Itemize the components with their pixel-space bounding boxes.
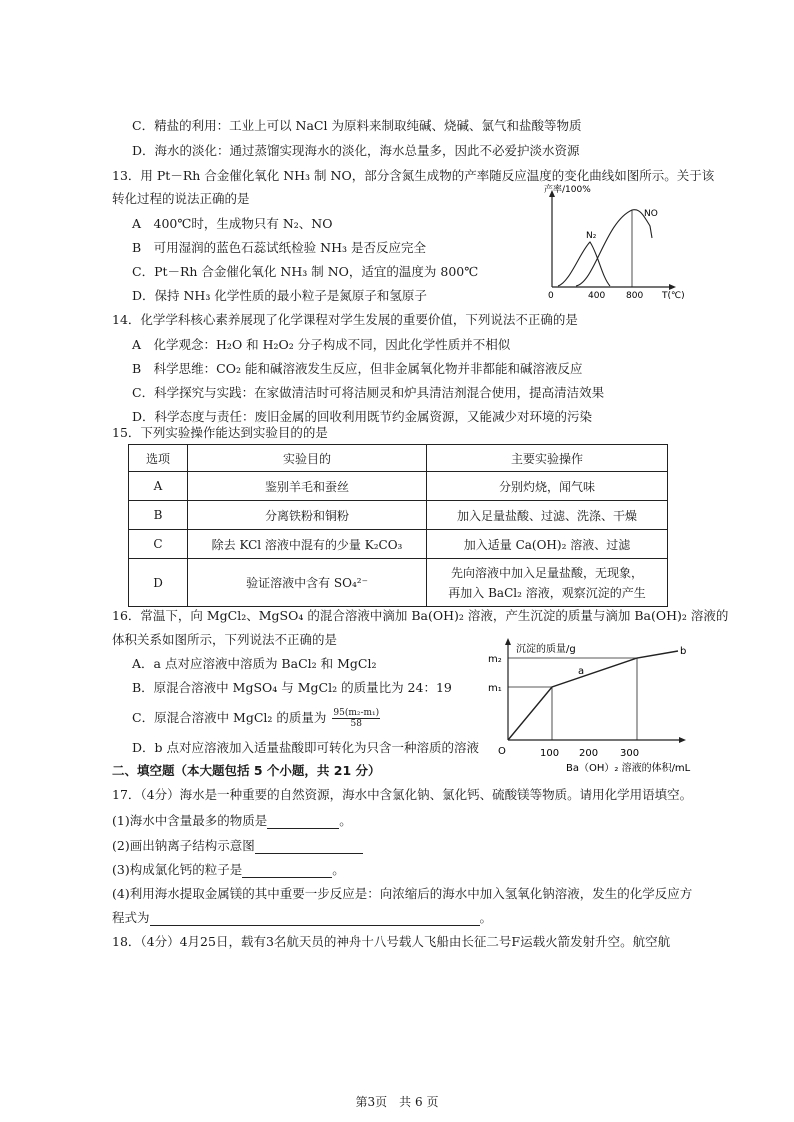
- q17-part-3-text: (3)构成氯化钙的粒子是: [112, 862, 243, 877]
- q14-stem: 14．化学学科核心素养展现了化学课程对学生发展的重要价值，下列说法不正确的是: [112, 312, 578, 327]
- table-header-row: [129, 445, 668, 472]
- q13-chart: [540, 182, 690, 302]
- q17-stem: 17．（4分）海水是一种重要的自然资源，海水中含氯化钠、氯化钙、硫酸镁等物质。请用化学用语填空。: [112, 787, 693, 802]
- q18-stem: 18．（4分）4月25日，载有3名航天员的神舟十八号载人飞船由长征二号F运载火箭发射升空。航空航: [112, 934, 671, 949]
- q13-label-no: NO: [644, 209, 658, 219]
- table-cell: D: [129, 559, 188, 607]
- table-cell: 分别灼烧，闻气味: [427, 472, 668, 501]
- q16-x-arrow: [679, 737, 686, 743]
- q17-part-4: (4)利用海水提取金属镁的其中重要一步反应是：向浓缩后的海水中加入氢氧化钠溶液，发生的化学反应方: [112, 886, 693, 901]
- period: 。: [339, 813, 352, 828]
- q17-part-3: [112, 862, 345, 878]
- table-row: [129, 530, 668, 559]
- table-row: [129, 501, 668, 530]
- period: 。: [479, 910, 493, 925]
- q16-fraction-denominator: 58: [350, 719, 362, 729]
- q16-point-a: a: [578, 666, 585, 677]
- q12-option-d: D．海水的淡化：通过蒸馏实现海水的淡化，海水总量多，因此不必爱护淡水资源: [132, 143, 580, 158]
- page-footer: 第3页 共 6 页: [355, 1095, 439, 1109]
- q16-stem: 16．常温下，向 MgCl₂、MgSO₄ 的混合溶液中滴加 Ba(OH)₂ 溶液，产生沉淀的质量与滴加 Ba(OH)₂ 溶液的: [112, 608, 729, 623]
- q12-option-c: C．精盐的利用：工业上可以 NaCl 为原料来制取纯碱、烧碱、氯气和盐酸等物质: [132, 118, 582, 133]
- q17-part-1-text: (1)海水中含量最多的物质是: [112, 813, 268, 828]
- q15-table: [128, 444, 668, 607]
- q16-ytick-m2: m₂: [488, 654, 502, 665]
- q16-fraction: [332, 708, 380, 729]
- q16-origin: O: [498, 746, 506, 757]
- table-cell-line: 再加入 BaCl₂ 溶液，观察沉淀的产生: [448, 585, 646, 600]
- q16-stem-2: 体积关系如图所示，下列说法不正确的是: [112, 632, 338, 647]
- table-header: 选项: [129, 445, 188, 472]
- q13-option-a: A 400℃时，生成物只有 N₂、NO: [132, 216, 333, 231]
- q13-y-label: 产率/100%: [544, 185, 591, 195]
- q17-part-1: [112, 813, 352, 829]
- q13-x-arrow: [669, 284, 676, 290]
- q17-part-4-text: 程式为: [112, 910, 150, 925]
- q14-option-b: B 科学思维：CO₂ 能和碱溶液发生反应，但非金属氧化物并非都能和碱溶液反应: [132, 361, 583, 376]
- section-2-title: 二、填空题（本大题包括 5 个小题，共 21 分）: [112, 763, 381, 778]
- table-cell: 加入足量盐酸、过滤、洗涤、干燥: [427, 501, 668, 530]
- table-cell: 验证溶液中含有 SO₄²⁻: [188, 559, 427, 607]
- answer-blank[interactable]: [242, 864, 332, 878]
- q16-xtick-200: 200: [579, 748, 599, 759]
- q17-part-4-2: [112, 910, 492, 926]
- q13-origin: 0: [548, 291, 554, 301]
- q16-y-arrow: [505, 638, 511, 645]
- q13-x-label: T(℃): [662, 291, 685, 301]
- q16-xtick-300: 300: [620, 748, 640, 759]
- q16-option-b: B．原混合溶液中 MgSO₄ 与 MgCl₂ 的质量比为 24：19: [132, 680, 452, 695]
- q13-tick-800: 800: [626, 291, 644, 301]
- q15-stem: 15．下列实验操作能达到实验目的的是: [112, 425, 328, 440]
- answer-blank[interactable]: [267, 815, 339, 829]
- q14-option-d: D．科学态度与责任：废旧金属的回收利用既节约金属资源，又能减少对环境的污染: [132, 409, 593, 424]
- table-cell: 除去 KCl 溶液中混有的少量 K₂CO₃: [188, 530, 427, 559]
- table-cell: [427, 559, 668, 607]
- q13-tick-400: 400: [588, 291, 606, 301]
- answer-blank[interactable]: [255, 840, 363, 854]
- q13-option-b: B 可用湿润的蓝色石蕊试纸检验 NH₃ 是否反应完全: [132, 240, 426, 255]
- q17-part-2: [112, 838, 363, 854]
- period: 。: [332, 862, 345, 877]
- q16-fraction-numerator: 95(m₂-m₁): [333, 708, 380, 718]
- q13-option-d: D．保持 NH₃ 化学性质的最小粒子是氮原子和氢原子: [132, 288, 427, 303]
- q17-part-2-text: (2)画出钠离子结构示意图: [112, 838, 255, 853]
- table-row: [129, 559, 668, 607]
- q14-option-c: C．科学探究与实践：在家做清洁时可将洁厕灵和炉具清洁剂混合使用，提高清洁效果: [132, 385, 605, 400]
- table-cell-line: 先向溶液中加入足量盐酸，无现象，: [450, 565, 643, 580]
- q16-option-c-text: C．原混合溶液中 MgCl₂ 的质量为: [132, 710, 327, 725]
- table-header: 主要实验操作: [427, 445, 668, 472]
- q14-option-a: A 化学观念：H₂O 和 H₂O₂ 分子构成不同，因此化学性质并不相似: [132, 337, 511, 352]
- q16-chart: [482, 636, 710, 776]
- q16-series: [508, 651, 678, 740]
- table-cell: B: [129, 501, 188, 530]
- q16-xtick-100: 100: [540, 748, 560, 759]
- table-cell: A: [129, 472, 188, 501]
- table-cell: 鉴别羊毛和蚕丝: [188, 472, 427, 501]
- q16-option-c: [132, 708, 380, 729]
- q13-stem-2: 转化过程的说法正确的是: [112, 191, 250, 206]
- q13-option-c: C．Pt－Rh 合金催化氧化 NH₃ 制 NO，适宜的温度为 800℃: [132, 264, 479, 279]
- q16-option-a: A．a 点对应溶液中溶质为 BaCl₂ 和 MgCl₂: [132, 656, 377, 671]
- q16-x-label: Ba（OH）₂ 溶液的体积/mL: [566, 763, 691, 774]
- table-row: [129, 472, 668, 501]
- q16-option-d: D．b 点对应溶液加入适量盐酸即可转化为只含一种溶质的溶液: [132, 740, 479, 755]
- table-cell: C: [129, 530, 188, 559]
- q13-series-no: [576, 210, 652, 286]
- table-cell: 分离铁粉和铜粉: [188, 501, 427, 530]
- q16-point-b: b: [680, 646, 687, 657]
- q16-y-label: 沉淀的质量/g: [516, 644, 576, 655]
- q13-label-n2: N₂: [586, 231, 597, 241]
- q13-stem: 13．用 Pt－Rh 合金催化氧化 NH₃ 制 NO，部分含氮生成物的产率随反应温度的变化曲线如图所示。关于该: [112, 168, 715, 183]
- table-header: 实验目的: [188, 445, 427, 472]
- q16-ytick-m1: m₁: [488, 683, 502, 694]
- answer-blank[interactable]: [150, 912, 480, 926]
- table-cell: 加入适量 Ca(OH)₂ 溶液、过滤: [427, 530, 668, 559]
